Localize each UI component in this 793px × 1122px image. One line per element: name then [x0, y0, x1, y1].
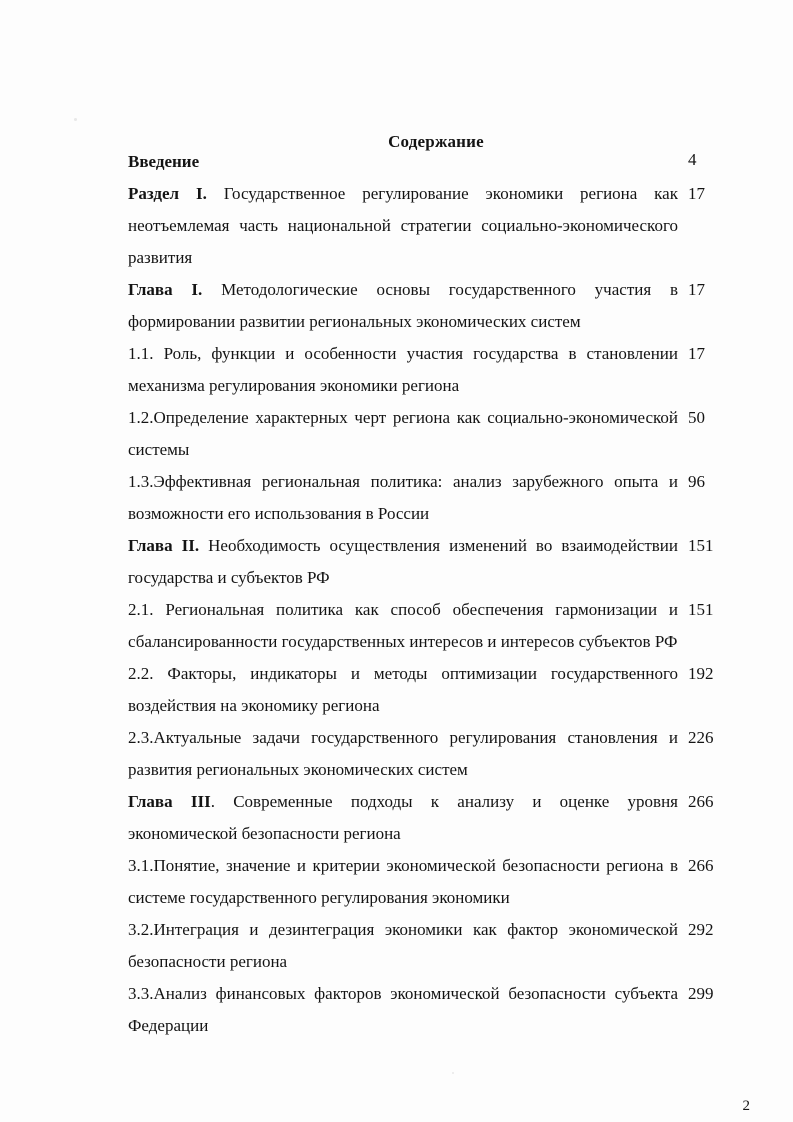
toc-title: Содержание — [388, 132, 484, 151]
toc-entry-page: 17 — [688, 184, 705, 203]
toc-entry-chapter-3 — [128, 786, 750, 850]
toc-entry-3-3 — [128, 978, 750, 1042]
toc-entry-chapter-2 — [128, 530, 750, 594]
scan-speck — [452, 1072, 454, 1074]
toc-entry-text: Необходимость осуществления изменений во взаимодействии государства и субъектов РФ — [128, 536, 678, 587]
toc-entry-1-1 — [128, 338, 750, 402]
toc-entry-1-2 — [128, 402, 750, 466]
toc-entry-page: 17 — [688, 280, 705, 299]
toc-entry-page: 266 — [688, 856, 714, 875]
toc-entry-lead: Глава II. — [128, 536, 200, 555]
toc-entry-text: 2.1. Региональная политика как способ обеспечения гармонизации и сбалансированности государственных интересов и интересов субъектов РФ — [128, 600, 678, 651]
toc-entry-page: 96 — [688, 472, 705, 491]
toc-entry-chapter-1 — [128, 274, 750, 338]
toc-entry-text: 3.1.Понятие, значение и критерии экономической безопасности региона в системе государственного регулирования экономики — [128, 856, 678, 907]
toc-entry-introduction — [128, 150, 750, 174]
toc-entry-lead: Введение — [128, 152, 200, 171]
toc-entry-page: 292 — [688, 920, 714, 939]
toc-entry-text: Методологические основы государственного участия в формировании развитии региональных экономических систем — [128, 280, 678, 331]
toc-entry-text: Государственное регулирование экономики региона как неотъемлемая часть национальной стратегии социально-экономического развития — [128, 184, 678, 267]
toc-entry-lead: Глава I. — [128, 280, 203, 299]
toc-entry-text: 2.2. Факторы, индикаторы и методы оптимизации государственного воздействия на экономику региона — [128, 664, 678, 715]
toc-entry-page: 226 — [688, 728, 714, 747]
toc-entry-page: 50 — [688, 408, 705, 427]
page-number: 2 — [742, 1098, 750, 1114]
toc-entry-text: 1.1. Роль, функции и особенности участия государства в становлении механизма регулирования экономики региона — [128, 344, 678, 395]
toc-entry-page: 192 — [688, 664, 714, 683]
toc-entry-2-1 — [128, 594, 750, 658]
toc-entry-text: 2.3.Актуальные задачи государственного регулирования становления и развития региональных экономических систем — [128, 728, 678, 779]
toc-entry-2-2 — [128, 658, 750, 722]
toc-entry-text: 3.2.Интеграция и дезинтеграция экономики как фактор экономической безопасности региона — [128, 920, 678, 971]
toc-entry-1-3 — [128, 466, 750, 530]
toc-entry-text: 3.3.Анализ финансовых факторов экономической безопасности субъекта Федерации — [128, 984, 678, 1035]
toc-entry-page: 151 — [688, 600, 714, 619]
toc-entry-page: 17 — [688, 344, 705, 363]
scan-speck — [74, 118, 77, 121]
toc-entry-lead: Раздел I. — [128, 184, 207, 203]
toc-entry-text: 1.2.Определение характерных черт региона как социально-экономической системы — [128, 408, 678, 459]
toc-entry-page: 151 — [688, 536, 714, 555]
toc-entry-page: 266 — [688, 792, 714, 811]
toc-entry-text: . Современные подходы к анализу и оценке уровня экономической безопасности региона — [128, 792, 678, 843]
table-of-contents — [128, 150, 750, 1042]
toc-entry-lead: Глава III — [128, 792, 211, 811]
toc-entry-text: 1.3.Эффективная региональная политика: анализ зарубежного опыта и возможности его использования в России — [128, 472, 678, 523]
toc-entry-page: 4 — [688, 150, 697, 169]
toc-entry-3-2 — [128, 914, 750, 978]
toc-entry-page: 299 — [688, 984, 714, 1003]
toc-entry-2-3 — [128, 722, 750, 786]
toc-entry-section-1 — [128, 178, 750, 274]
toc-entry-3-1 — [128, 850, 750, 914]
